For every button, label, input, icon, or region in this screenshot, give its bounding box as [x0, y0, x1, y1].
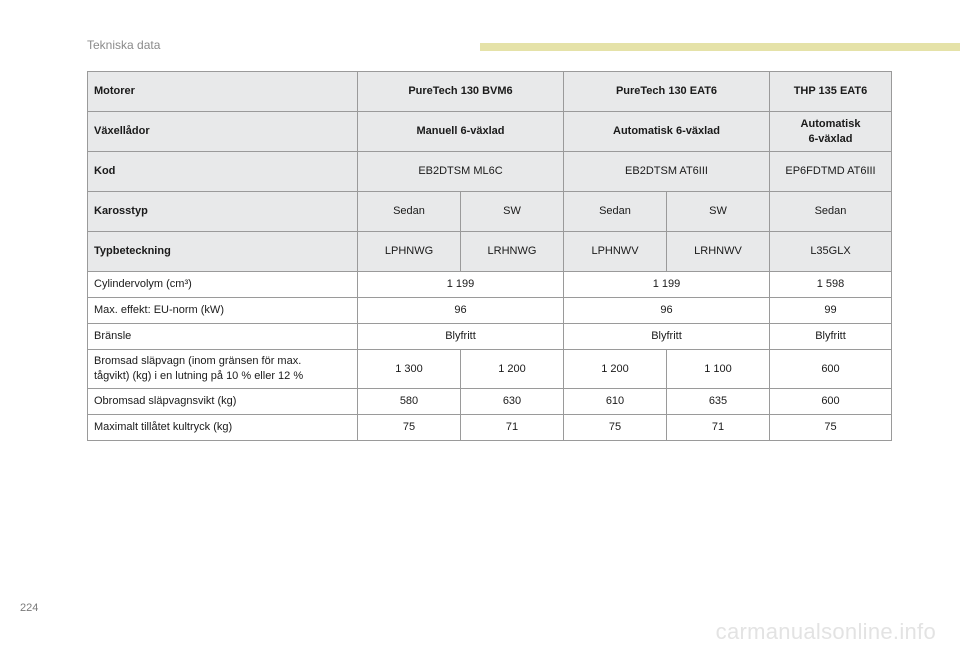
table-cell: 1 598	[770, 272, 892, 298]
row-label: Bromsad släpvagn (inom gränsen för max. tågvikt) (kg) i en lutning på 10 % eller 12 %	[88, 350, 358, 389]
table-cell: 1 199	[564, 272, 770, 298]
table-row	[88, 389, 892, 415]
table-cell: 610	[564, 389, 667, 415]
table-cell: 1 200	[564, 350, 667, 389]
table-cell: PureTech 130 BVM6	[358, 72, 564, 112]
table-cell: Sedan	[770, 192, 892, 232]
row-label: Max. effekt: EU-norm (kW)	[88, 298, 358, 324]
table-cell: 630	[461, 389, 564, 415]
table-cell: Sedan	[358, 192, 461, 232]
table-cell: Blyfritt	[358, 324, 564, 350]
table-cell: 600	[770, 350, 892, 389]
table-cell: 580	[358, 389, 461, 415]
section-title: Tekniska data	[87, 38, 161, 52]
page-number: 224	[20, 602, 39, 614]
table-cell: 99	[770, 298, 892, 324]
table-cell: EB2DTSM AT6III	[564, 152, 770, 192]
table-cell: PureTech 130 EAT6	[564, 72, 770, 112]
row-label: Växellådor	[88, 112, 358, 152]
table-row	[88, 232, 892, 272]
table-cell: 1 199	[358, 272, 564, 298]
specs-table-body	[88, 72, 892, 441]
table-row	[88, 72, 892, 112]
table-cell: LPHNWV	[564, 232, 667, 272]
table-cell: 71	[461, 415, 564, 441]
table-cell: LRHNWV	[667, 232, 770, 272]
table-cell: 75	[564, 415, 667, 441]
row-label: Typbeteckning	[88, 232, 358, 272]
table-cell: 96	[564, 298, 770, 324]
table-row	[88, 415, 892, 441]
table-row	[88, 112, 892, 152]
table-cell: Sedan	[564, 192, 667, 232]
watermark-text: carmanualsonline.info	[715, 619, 936, 644]
row-label: Motorer	[88, 72, 358, 112]
table-cell: 75	[770, 415, 892, 441]
table-cell: Blyfritt	[770, 324, 892, 350]
table-row	[88, 350, 892, 389]
table-row	[88, 272, 892, 298]
row-label: Kod	[88, 152, 358, 192]
table-cell: SW	[667, 192, 770, 232]
table-cell: 1 200	[461, 350, 564, 389]
table-cell: Manuell 6-växlad	[358, 112, 564, 152]
table-cell: 71	[667, 415, 770, 441]
section-header-bar	[480, 43, 960, 51]
table-row	[88, 152, 892, 192]
table-cell: THP 135 EAT6	[770, 72, 892, 112]
table-cell: EP6FDTMD AT6III	[770, 152, 892, 192]
table-cell: 96	[358, 298, 564, 324]
row-label: Cylindervolym (cm³)	[88, 272, 358, 298]
table-cell: 1 100	[667, 350, 770, 389]
specs-table	[87, 71, 892, 441]
table-cell: L35GLX	[770, 232, 892, 272]
table-cell: Automatisk 6-växlad	[770, 112, 892, 152]
table-row	[88, 324, 892, 350]
table-cell: LRHNWG	[461, 232, 564, 272]
table-cell: LPHNWG	[358, 232, 461, 272]
table-cell: 635	[667, 389, 770, 415]
row-label: Bränsle	[88, 324, 358, 350]
table-cell: 75	[358, 415, 461, 441]
table-cell: 1 300	[358, 350, 461, 389]
table-row	[88, 298, 892, 324]
row-label: Karosstyp	[88, 192, 358, 232]
row-label: Maximalt tillåtet kultryck (kg)	[88, 415, 358, 441]
table-cell: SW	[461, 192, 564, 232]
table-row	[88, 192, 892, 232]
row-label: Obromsad släpvagnsvikt (kg)	[88, 389, 358, 415]
table-cell: Blyfritt	[564, 324, 770, 350]
table-cell: Automatisk 6-växlad	[564, 112, 770, 152]
table-cell: 600	[770, 389, 892, 415]
table-cell: EB2DTSM ML6C	[358, 152, 564, 192]
